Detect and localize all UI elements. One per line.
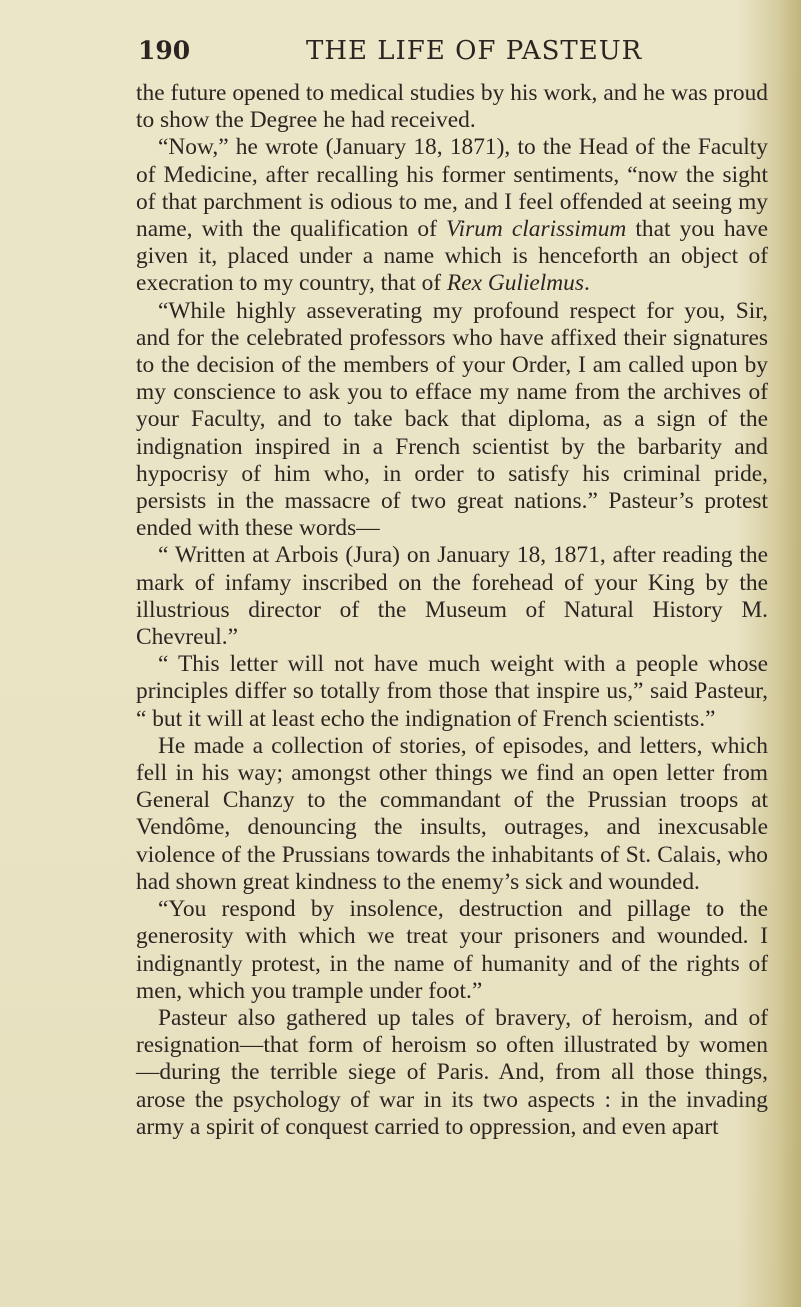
paragraph-6-text: He made a collection of stories, of episodes, and letters, which fell in his way; amongst other things we find an open letter from General Chanzy to the commandant of the Prussian troops at Vendôme, denouncing the insults, outrages, and inexcusable violence of the Prussians towards the inhabitants of St. Calais, who had shown great kindness to the enemy’s sick and wounded.	[136, 732, 768, 895]
paragraph-2-text-b: that you have given it, placed under a name which is henceforth an object of execration to my country, that of	[136, 216, 769, 297]
paragraph-2-text-c: .	[583, 270, 590, 297]
body-text	[136, 80, 768, 1141]
paragraph-4	[136, 542, 768, 651]
paragraph-5	[136, 651, 768, 733]
paragraph-3	[136, 298, 768, 543]
page-number: 190	[138, 36, 191, 65]
running-title: THE LIFE OF PASTEUR	[306, 36, 643, 66]
paragraph-8	[136, 1005, 768, 1141]
paragraph-2-text-a: “Now,” he wrote (January 18, 1871), to the Head of the Faculty of Medicine, after recalling his former sentiments, “now the sight of that parchment is odious to me, and I feel offended at seeing my name, with the qualification of	[136, 134, 768, 243]
paragraph-4-text: “ Written at Arbois (Jura) on January 18, 1871, after reading the mark of infamy inscribed on the forehead of your King by the illustrious director of the Museum of Natural History M. Chevreul.”	[136, 542, 768, 651]
paragraph-1	[136, 80, 768, 134]
paragraph-8-text: Pasteur also gathered up tales of bravery, of heroism, and of resignation—that form of heroism so often illustrated by women —during the terrible siege of Paris. And, from all those things, arose the psychology of war in its two aspects : in the invading army a spirit of conquest carried to oppression, and even apart	[136, 1004, 768, 1140]
paragraph-3-text: “While highly asseverating my profound respect for you, Sir, and for the celebrated professors who have affixed their signatures to the decision of the members of your Order, I am called upon by my conscience to ask you to efface my name from the archives of your Faculty, and to take back that diploma, as a sign of the indignation inspired in a French scientist by the barbarity and hypocrisy of him who, in order to satisfy his criminal pride, persists in the massacre of two great nations.” Pasteur’s protest ended with these words—	[136, 297, 768, 542]
paragraph-1-text: the future opened to medical studies by his work, and he was proud to show the Degree he had received.	[136, 80, 768, 134]
paragraph-2-italic-latin: Virum clarissimum	[446, 216, 627, 243]
paragraph-2	[136, 134, 768, 297]
paragraph-7-text: “You respond by insolence, destruction and pillage to the generosity with which we treat your prisoners and wounded. I indignantly protest, in the name of humanity and of the rights of men, which you trample under foot.”	[136, 896, 768, 1004]
paragraph-7	[136, 896, 768, 1005]
paragraph-2-italic-rex: Rex Gulielmus	[446, 270, 584, 297]
paragraph-5-text: “ This letter will not have much weight with a people whose principles differ so totally from those that inspire us,” said Pasteur, “ but it will at least echo the indignation of French scientists.”	[136, 651, 768, 732]
page-header	[138, 36, 778, 70]
paragraph-6	[136, 733, 768, 896]
